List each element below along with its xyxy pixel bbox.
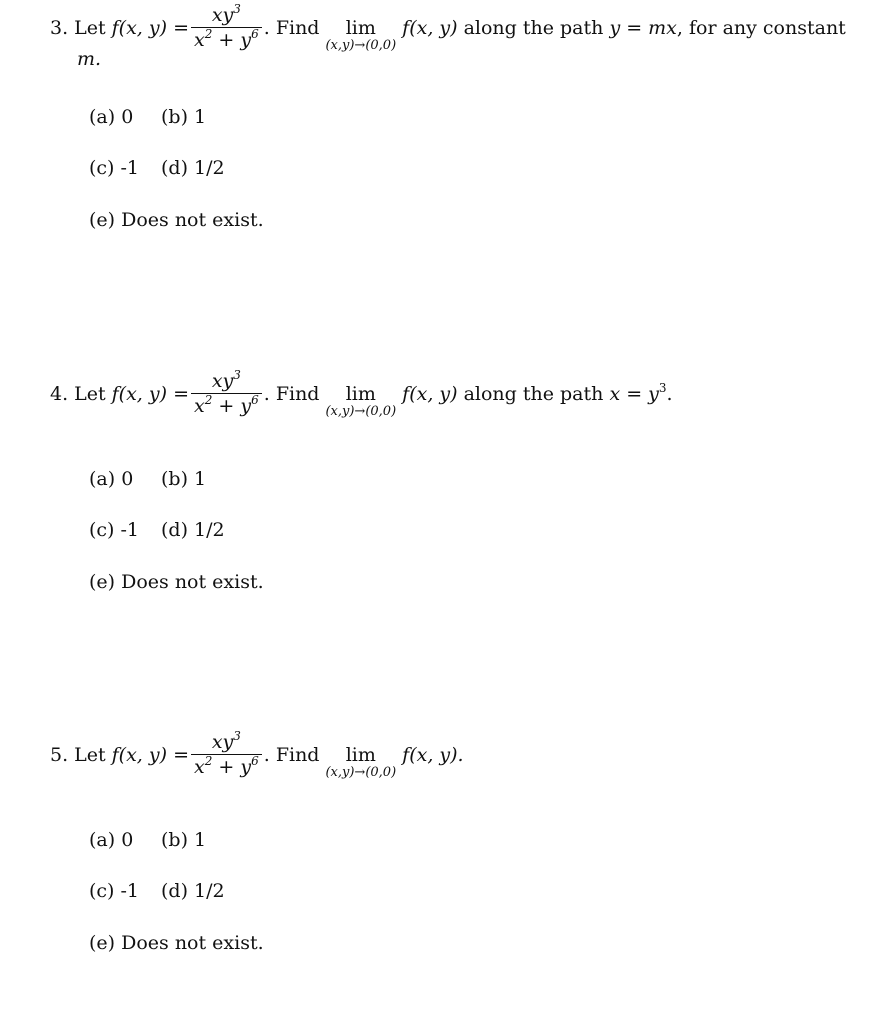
let-word: Let — [74, 382, 106, 405]
problem-statement — [50, 729, 464, 780]
fraction-denominator: $x^2 + y^6$ — [191, 754, 262, 777]
tail-text: . — [666, 382, 673, 405]
choice-c[interactable]: (c) -1 — [89, 880, 140, 902]
problem-number: 4. — [50, 382, 69, 405]
fraction — [191, 2, 262, 51]
tail-text: , for any constant — [676, 16, 846, 39]
path-text: along the path — [457, 382, 610, 405]
choice-c[interactable]: (c) -1 — [89, 519, 140, 541]
choice-d[interactable]: (d) 1/2 — [161, 880, 225, 902]
choice-a[interactable]: (a) 0 — [89, 106, 134, 128]
path-equation: y = mx — [609, 16, 677, 39]
choice-a[interactable]: (a) 0 — [89, 829, 134, 851]
function-lhs: f(x, y) = — [111, 382, 189, 405]
choice-row-ab — [89, 829, 206, 851]
fraction-denominator: $x^2 + y^6$ — [191, 27, 262, 50]
problem-number: 5. — [50, 743, 69, 766]
choice-c[interactable]: (c) -1 — [89, 157, 140, 179]
choice-a[interactable]: (a) 0 — [89, 468, 134, 490]
limit-operator: lim (x,y)→(0,0) — [325, 382, 397, 419]
choice-row-ab — [89, 106, 206, 128]
function-lhs: f(x, y) = — [111, 743, 189, 766]
choice-e[interactable]: (e) Does not exist. — [89, 932, 264, 954]
fraction — [191, 729, 262, 778]
path-text: along the path — [457, 16, 610, 39]
limit-function: f(x, y) — [402, 16, 458, 39]
fraction-numerator: $xy^3$ — [211, 2, 241, 26]
let-word: Let — [74, 16, 106, 39]
choice-d[interactable]: (d) 1/2 — [161, 519, 225, 541]
problem-statement — [50, 2, 846, 53]
problem-number: 3. — [50, 16, 69, 39]
fraction — [191, 368, 262, 417]
find-word: . Find — [263, 382, 320, 405]
limit-operator: lim (x,y)→(0,0) — [325, 16, 397, 53]
choice-row-cd — [89, 519, 225, 541]
choice-b[interactable]: (b) 1 — [161, 468, 207, 490]
limit-function: f(x, y). — [402, 743, 464, 766]
find-word: . Find — [263, 16, 320, 39]
problem-statement — [50, 368, 673, 419]
function-lhs: f(x, y) = — [111, 16, 189, 39]
find-word: . Find — [263, 743, 320, 766]
path-equation: $x = y^3$ — [609, 380, 667, 405]
choice-row-cd — [89, 157, 225, 179]
limit-operator: lim (x,y)→(0,0) — [325, 743, 397, 780]
fraction-numerator: $xy^3$ — [211, 368, 241, 392]
limit-function: f(x, y) — [402, 382, 458, 405]
choice-row-cd — [89, 880, 225, 902]
choice-e[interactable]: (e) Does not exist. — [89, 209, 264, 231]
choice-b[interactable]: (b) 1 — [161, 829, 207, 851]
fraction-denominator: $x^2 + y^6$ — [191, 393, 262, 416]
let-word: Let — [74, 743, 106, 766]
choice-d[interactable]: (d) 1/2 — [161, 157, 225, 179]
choice-b[interactable]: (b) 1 — [161, 106, 207, 128]
fraction-numerator: $xy^3$ — [211, 729, 241, 753]
choice-row-ab — [89, 468, 206, 490]
choice-e[interactable]: (e) Does not exist. — [89, 571, 264, 593]
continuation-text: m. — [77, 48, 102, 70]
